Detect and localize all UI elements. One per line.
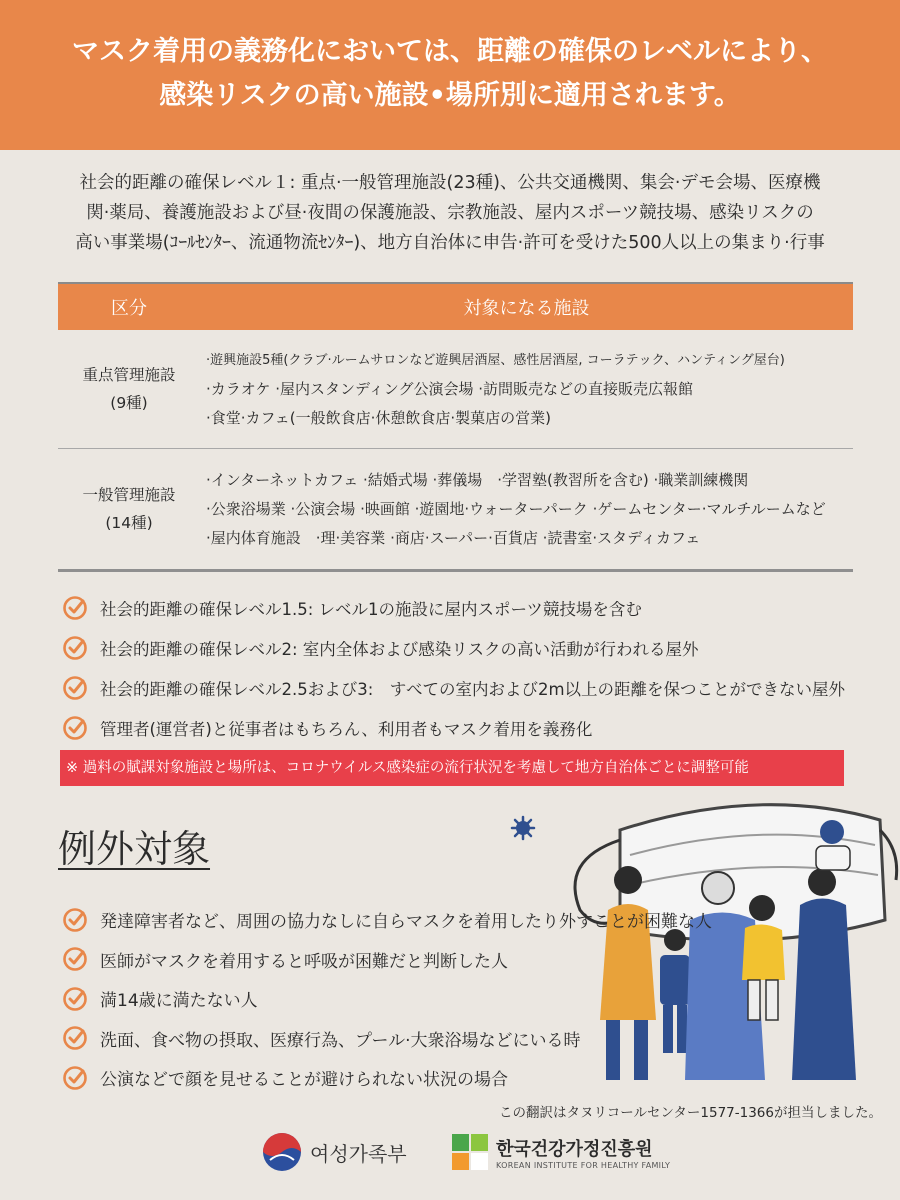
intro-line-1: 社会的距離の確保レベル１: 重点·一般管理施設(23種)、公共交通機関、集会·デモ会場、医療機 [79, 173, 821, 193]
exception-text: 公演などで顔を見せることが避けられない状況の場合 [100, 1070, 508, 1091]
list-item [62, 588, 892, 628]
table-row [58, 330, 853, 449]
row-facilities [200, 466, 853, 553]
table-row [58, 449, 853, 572]
institute-logo-icon [452, 1134, 488, 1170]
exceptions-list [62, 900, 822, 1098]
exception-text: 満14歳に満たない人 [100, 991, 258, 1012]
row-category [58, 361, 200, 417]
table-header [58, 282, 853, 330]
ministry-name: 여성가족부 [310, 1141, 407, 1166]
row-category [58, 481, 200, 537]
ministry-emblem-icon [262, 1132, 302, 1172]
check-circle-icon [62, 1065, 88, 1091]
header-facilities: 対象になる施設 [463, 298, 590, 319]
check-circle-icon [62, 986, 88, 1012]
category-count: (9種) [110, 394, 148, 412]
level-text: 社会的距離の確保レベル2.5および3: すべての室内および2m以上の距離を保つことができない屋外 [100, 680, 846, 699]
exception-text: 発達障害者など、周囲の協力なしに自らマスクを着用したり外すことが困難な人 [100, 912, 712, 933]
exception-text: 洗面、食べ物の摂取、医療行為、プール·大衆浴場などにいる時 [100, 1030, 581, 1051]
list-item [62, 979, 822, 1019]
translation-credit: この翻訳はタヌリコールセンター1577-1366が担当しました。 [498, 1105, 882, 1121]
banner-title-line-1: マスク着用の義務化においては、距離の確保のレベルにより、 [72, 36, 828, 67]
list-item [62, 668, 892, 708]
level1-description [20, 168, 880, 258]
intro-line-2: 関·薬局、養護施設および昼·夜間の保護施設、宗教施設、屋内スポーツ競技場、感染リスクの [86, 203, 814, 223]
institute-name-en: KOREAN INSTITUTE FOR HEALTHY FAMILY [496, 1160, 671, 1170]
level-text: 社会的距離の確保レベル2: 室内全体および感染リスクの高い活動が行われる屋外 [100, 640, 699, 659]
banner-title-line-2: 感染リスクの高い施設•場所別に適用されます。 [159, 80, 741, 111]
category-name: 一般管理施設 [82, 486, 176, 504]
exceptions-title: 例外対象 [58, 827, 211, 871]
facility-line: ·カラオケ ·屋内スタンディング公演会場 ·訪問販売などの直接販売広報館 [206, 379, 694, 398]
level-text: 社会的距離の確保レベル1.5: レベル1の施設に屋内スポーツ競技場を含む [100, 600, 642, 619]
header-banner [0, 0, 900, 150]
facility-line: ·公衆浴場業 ·公演会場 ·映画館 ·遊園地·ウォーターパーク ·ゲームセンター·マルチルームなど [206, 499, 826, 518]
check-circle-icon [62, 595, 88, 621]
facility-line: ·屋内体育施設 ·理·美容業 ·商店·スーパー·百貨店 ·読書室·スタディカフェ [206, 528, 701, 547]
list-item [62, 1058, 822, 1098]
check-circle-icon [62, 635, 88, 661]
header-category: 区分 [111, 298, 147, 319]
level-text: 管理者(運営者)と従事者はもちろん、利用者もマスク着用を義務化 [100, 720, 593, 739]
intro-line-3: 高い事業場(ｺｰﾙｾﾝﾀｰ、流通物流ｾﾝﾀｰ)、地方自治体に申告·許可を受けた500人以上の集まり·行事 [75, 233, 825, 253]
facility-line: ·遊興施設5種(クラブ·ルームサロンなど遊興居酒屋、感性居酒屋, コーラテック、ハンティング屋台) [206, 352, 785, 368]
check-circle-icon [62, 907, 88, 933]
category-count: (14種) [105, 514, 153, 532]
list-item [62, 628, 892, 668]
check-circle-icon [62, 715, 88, 741]
list-item [62, 900, 822, 940]
check-circle-icon [62, 675, 88, 701]
virus-icon [512, 817, 534, 839]
ministry-logo [262, 1132, 407, 1172]
facility-table [58, 282, 853, 572]
fine-notice: ※ 過料の賦課対象施設と場所は、コロナウイルス感染症の流行状況を考慮して地方自治体ごとに調整可能 [60, 750, 844, 786]
institute-logo [452, 1134, 670, 1170]
facility-line: ·食堂·カフェ(一般飲食店·休憩飲食店·製菓店の営業) [206, 408, 552, 427]
category-name: 重点管理施設 [82, 366, 176, 384]
list-item [62, 1019, 822, 1059]
check-circle-icon [62, 946, 88, 972]
list-item [62, 940, 822, 980]
level-checklist [62, 588, 892, 748]
list-item [62, 708, 892, 748]
institute-name-ko: 한국건강가정진흥원 [496, 1138, 653, 1160]
exception-text: 医師がマスクを着用すると呼吸が困難だと判断した人 [100, 951, 508, 972]
check-circle-icon [62, 1025, 88, 1051]
row-facilities [200, 346, 853, 433]
facility-line: ·インターネットカフェ ·結婚式場 ·葬儀場 ·学習塾(教習所を含む) ·職業訓練機関 [206, 470, 749, 489]
